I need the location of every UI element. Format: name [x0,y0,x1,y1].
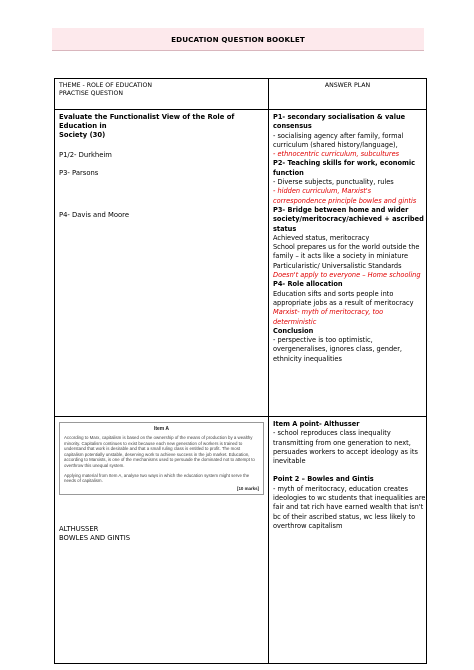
plan-line: - myth of meritocracy, education creates [273,484,409,493]
table-header-row [55,79,427,110]
plan-line: Education sifts and sorts people into [273,289,394,298]
header-theme-cell [55,79,269,110]
document-title: EDUCATION QUESTION BOOKLET [52,28,424,51]
plan-line: correspondence principle bowles and gintis [273,196,417,205]
plan-line: P3- Bridge between home and wider [273,205,409,214]
name-althusser: ALTHUSSER [59,524,99,533]
plan-line: P4- Role allocation [273,280,343,289]
plan-line: School prepares us for the world outside the [273,243,420,252]
point-p1-durkheim: P1/2- Durkheim [59,150,112,159]
plan-line: function [273,168,304,177]
answer-plan-item-a [273,420,426,531]
header-answer-plan: ANSWER PLAN [324,82,371,89]
plan-line: - Diverse subjects, punctuality, rules [273,178,394,187]
plan-line: Item A point- Althusser [273,420,360,428]
plan-line: transmitting from one generation to next, [273,438,411,447]
plan-line: appropriate jobs as a result of meritocracy [273,298,414,307]
plan-line [273,466,422,475]
question-row-functionalist [55,110,427,417]
plan-line: Particularistic/ Universalistic Standards [273,261,402,270]
plan-line: overthrow capitalism [273,521,343,530]
header-answer-plan-cell [269,79,427,110]
plan-line: Point 2 – Bowles and Gintis [273,475,374,484]
point-p4-davis-moore: P4- Davis and Moore [59,211,130,220]
question-cell [55,110,269,417]
plan-line: society/meritocracy/achieved + ascribed [273,215,424,224]
plan-line: ethnicity inequalities [273,354,342,363]
item-a-cell [55,417,269,664]
plan-line: - hidden curriculum, Marxist's [273,187,372,196]
item-a-marks: [10 marks] [237,485,259,491]
item-a-title: Item A [153,426,170,432]
question-title-line2: Society (30) [59,131,106,140]
point-p3-parsons: P3- Parsons [59,168,99,177]
plan-line: consensus [273,122,312,131]
item-a-text: According to Marx, capitalism is based on the ownership of the means of production by a wealthy minority. Capitalism continues to exist because each new generation of workers is trained to understand that work is desirable and that a small ruling class is entitled to profit. The most capitalism potentially unstable, deserving work to achieve success in the job market. Education, according to Marxists, is one of the mechanisms used to persuade the dominated not to attempt to overthrow this unequal system. [64,435,255,468]
plan-line: - perspective is too optimistic, [273,336,373,345]
plan-line: Doesn't apply to everyone – Home schooling [273,271,421,280]
answer-plan-cell [269,110,427,417]
theorist-names [59,525,264,544]
plan-line: family – it acts like a society in miniature [273,252,409,261]
plan-line: bc of their ascribed status, wc less likely to [273,512,416,521]
item-a-box [59,422,264,495]
header-theme: THEME - ROLE OF EDUCATION [59,82,153,89]
plan-line: persuades workers to accept ideology as its [273,447,418,456]
plan-line: inevitable [273,457,306,466]
question-table [54,78,427,664]
answer-plan-item-a-cell [269,417,427,664]
name-bowles-gintis: BOWLES AND GINTIS [59,534,131,543]
plan-line: P1- secondary socialisation & value [273,113,406,121]
question-row-item-a [55,417,427,664]
plan-line: ideologies to wc students that inequalities are [273,494,426,503]
item-a-question: Applying material from Item A, analyse two ways in which the education system might serve the needs of capitalism. [64,472,250,484]
plan-line: deterministic [273,317,317,326]
header-practise-question: PRACTISE QUESTION [59,90,123,98]
question-title-line1: Evaluate the Functionalist View of the Role of Education in [59,113,235,131]
plan-line: Conclusion [273,326,314,335]
answer-plan-functionalist [273,113,422,364]
plan-line: curriculum (shared history/language), [273,140,398,149]
plan-line: fair and tat rich have earned wealth that isn't [273,503,424,512]
plan-line: Marxist- myth of meritocracy, too [273,308,384,317]
question-title [59,113,264,141]
plan-line: status [273,224,297,233]
plan-line: - ethnocentric curriculum, subcultures [273,150,400,159]
plan-line: P2- Teaching skills for work, economic [273,159,416,168]
plan-line: Achieved status, meritocracy [273,233,370,242]
plan-line: - school reproduces class inequality [273,429,391,438]
plan-line: - socialising agency after family, formal [273,131,404,140]
plan-line: overgeneralises, ignores class, gender, [273,345,403,354]
